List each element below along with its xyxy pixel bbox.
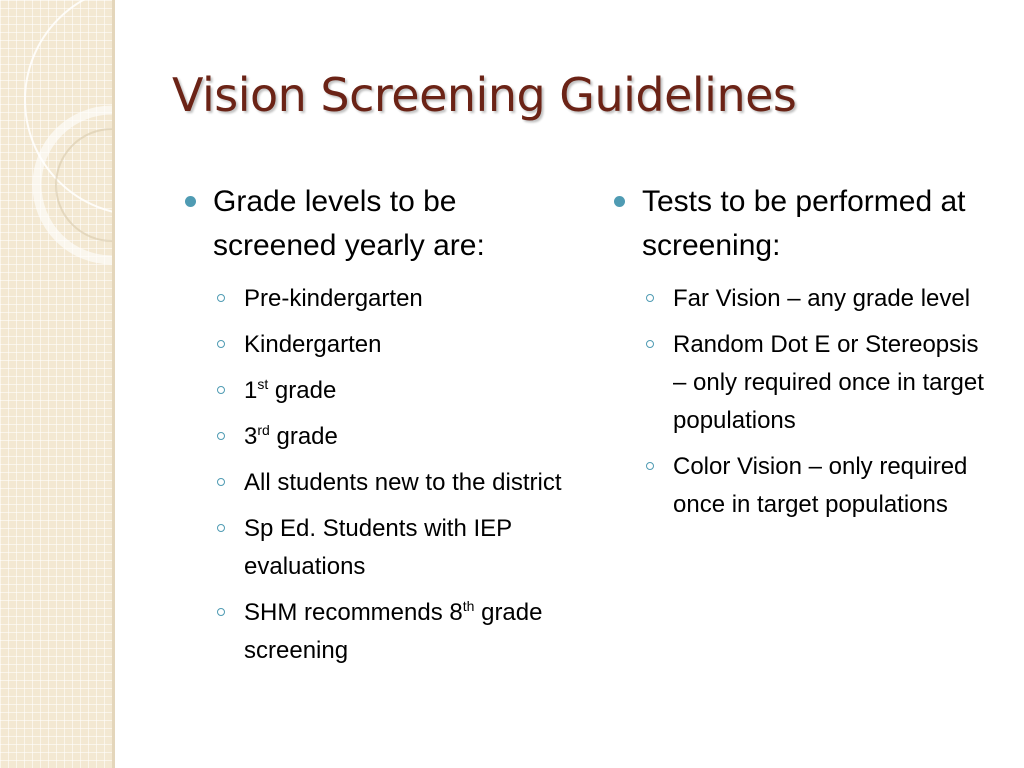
list-item-text: Far Vision – any grade level <box>673 285 971 312</box>
right-heading: Tests to be performed at screening: <box>642 185 966 262</box>
list-item-text: All students new to the district <box>244 469 562 496</box>
ordinal-suffix: rd <box>257 422 270 438</box>
decorative-sidebar <box>0 0 112 768</box>
bullet-ring-icon <box>217 432 225 440</box>
bullet-ring-icon <box>217 608 225 616</box>
list-item-text: grade <box>268 377 337 404</box>
ordinal-suffix: st <box>257 376 269 392</box>
list-item <box>645 448 994 524</box>
list-item-text: 1 <box>244 377 258 404</box>
list-item <box>216 372 565 410</box>
left-column <box>185 180 565 678</box>
bullet-ring-icon <box>217 294 225 302</box>
list-item-text: Color Vision – only required once in target populations <box>673 453 968 518</box>
bullet-dot-icon <box>185 196 196 207</box>
list-item <box>216 280 565 318</box>
left-heading: Grade levels to be screened yearly are: <box>213 185 485 262</box>
list-item <box>216 418 565 456</box>
decorative-rings-icon <box>0 0 112 768</box>
right-heading-item <box>614 180 994 268</box>
bullet-ring-icon <box>217 478 225 486</box>
list-item-text: grade <box>269 423 338 450</box>
bullet-ring-icon <box>217 524 225 532</box>
bullet-ring-icon <box>217 386 225 394</box>
list-item-text: Pre-kindergarten <box>244 285 423 312</box>
list-item <box>216 594 565 670</box>
bullet-ring-icon <box>217 340 225 348</box>
sidebar-divider <box>112 0 115 768</box>
list-item-text: Sp Ed. Students with IEP evaluations <box>244 515 512 580</box>
list-item-text: SHM recommends 8 <box>244 599 463 626</box>
list-item <box>216 326 565 364</box>
left-heading-item <box>185 180 565 268</box>
grade-level-list <box>185 280 565 670</box>
bullet-ring-icon <box>646 340 654 348</box>
bullet-dot-icon <box>614 196 625 207</box>
ordinal-suffix: th <box>462 598 475 614</box>
list-item-text: Random Dot E or Stereopsis – only required once in target populations <box>673 331 984 434</box>
list-item <box>645 280 994 318</box>
list-item-text: Kindergarten <box>244 331 382 358</box>
list-item <box>216 464 565 502</box>
list-item <box>645 326 994 440</box>
bullet-ring-icon <box>646 294 654 302</box>
list-item-text: 3 <box>244 423 258 450</box>
list-item <box>216 510 565 586</box>
list-item-text: grade screening <box>244 599 543 664</box>
tests-list <box>614 280 994 524</box>
right-column <box>614 180 994 532</box>
bullet-ring-icon <box>646 462 654 470</box>
slide-title: Vision Screening Guidelines <box>172 68 797 122</box>
